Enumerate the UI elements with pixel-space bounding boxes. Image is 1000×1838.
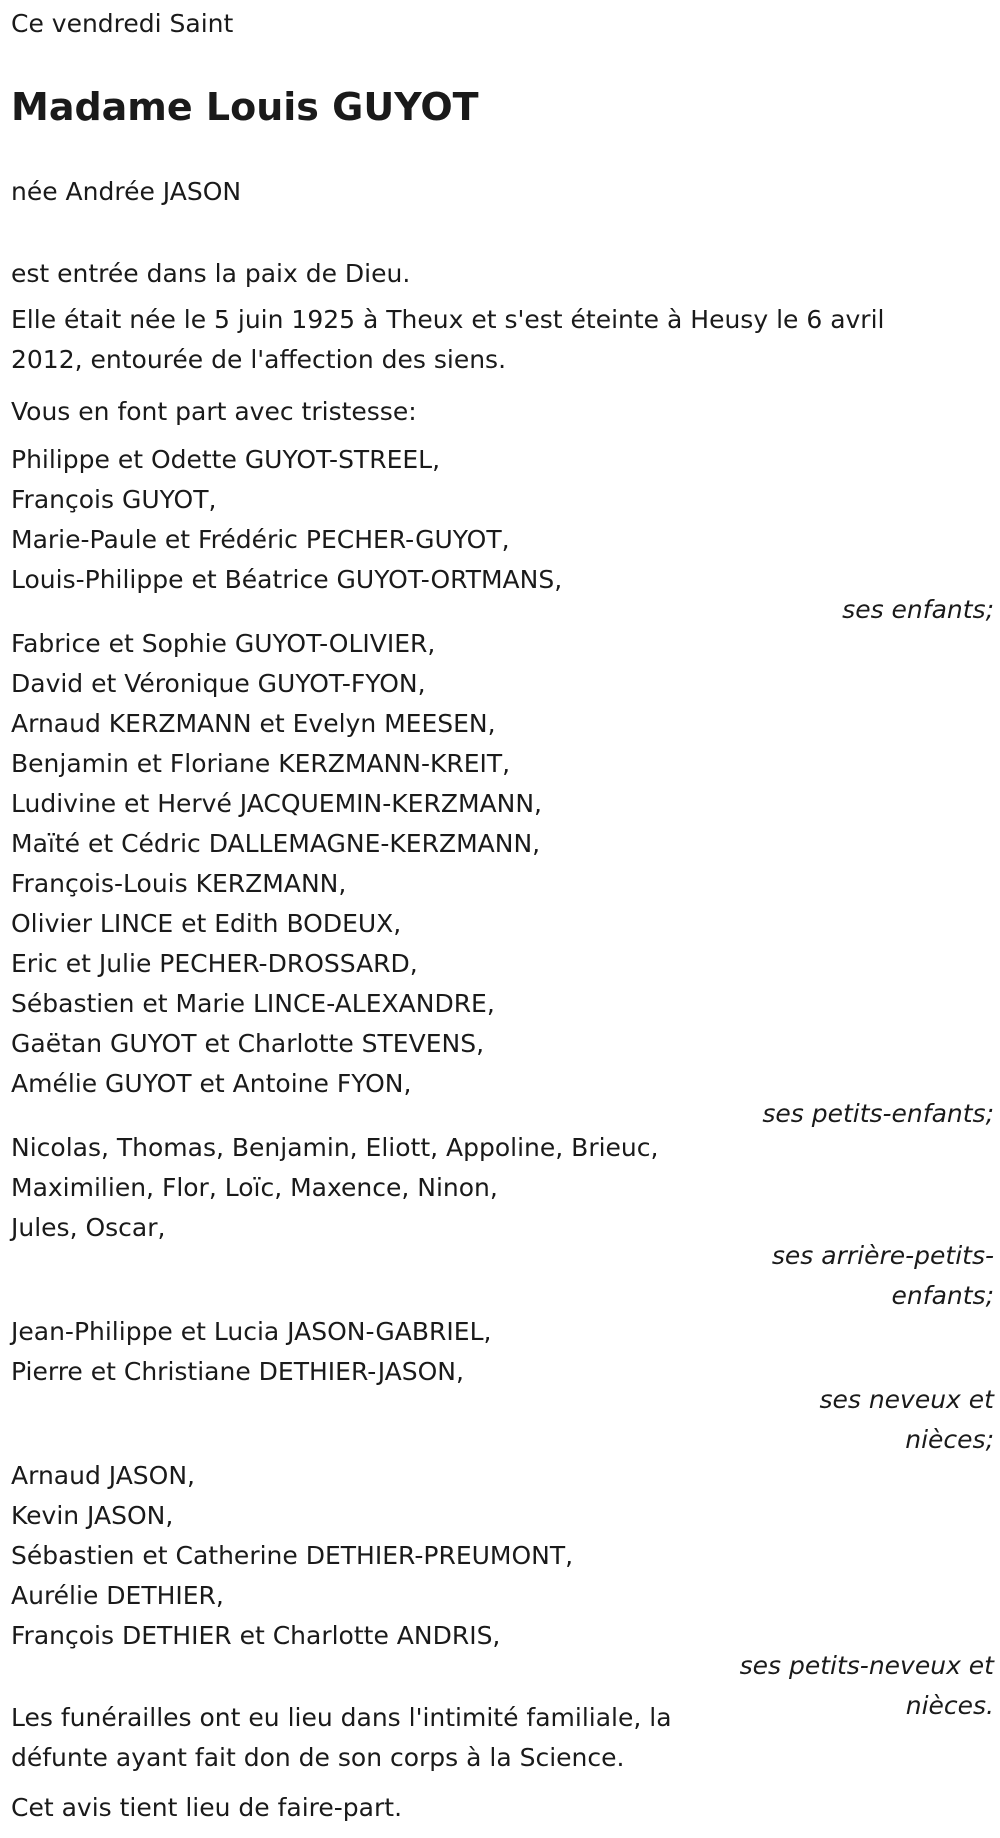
relationship-label: ses enfants; <box>842 595 994 624</box>
family-name: Nicolas, Thomas, Benjamin, Eliott, Appoline, Brieuc, <box>11 1133 659 1162</box>
family-name: Maïté et Cédric DALLEMAGNE-KERZMANN, <box>11 829 541 858</box>
peace-text: est entrée dans la paix de Dieu. <box>11 259 411 288</box>
family-name: Benjamin et Floriane KERZMANN-KREIT, <box>11 749 511 778</box>
family-name: Arnaud JASON, <box>11 1461 195 1490</box>
family-name: David et Véronique GUYOT-FYON, <box>11 669 426 698</box>
maiden-name: née Andrée JASON <box>11 177 242 206</box>
family-name: Gaëtan GUYOT et Charlotte STEVENS, <box>11 1029 485 1058</box>
intro-text: Ce vendredi Saint <box>11 9 234 38</box>
family-name: Sébastien et Marie LINCE-ALEXANDRE, <box>11 989 495 1018</box>
relationship-label: ses petits-neveux et <box>739 1651 994 1680</box>
family-name: Eric et Julie PECHER-DROSSARD, <box>11 949 418 978</box>
family-name: Amélie GUYOT et Antoine FYON, <box>11 1069 412 1098</box>
birth-death-line-1: Elle était née le 5 juin 1925 à Theux et s'est éteinte à Heusy le 6 avril <box>11 305 885 334</box>
family-name: Olivier LINCE et Edith BODEUX, <box>11 909 402 938</box>
family-name: Fabrice et Sophie GUYOT-OLIVIER, <box>11 629 436 658</box>
family-name: François GUYOT, <box>11 485 217 514</box>
family-name: Louis-Philippe et Béatrice GUYOT-ORTMANS, <box>11 565 563 594</box>
family-name: Sébastien et Catherine DETHIER-PREUMONT, <box>11 1541 574 1570</box>
relationship-label: ses petits-enfants; <box>762 1099 994 1128</box>
family-name: Jules, Oscar, <box>11 1213 166 1242</box>
funeral-text-line-1: Les funérailles ont eu lieu dans l'intimité familiale, la <box>11 1703 672 1732</box>
birth-death-line-2: 2012, entourée de l'affection des siens. <box>11 345 507 374</box>
relationship-label: ses neveux et <box>819 1385 994 1414</box>
relationship-label: enfants; <box>891 1281 994 1310</box>
relationship-label: nièces. <box>905 1691 994 1720</box>
notice-text: Cet avis tient lieu de faire-part. <box>11 1793 403 1822</box>
funeral-text-line-2: défunte ayant fait don de son corps à la Science. <box>11 1743 625 1772</box>
family-name: Philippe et Odette GUYOT-STREEL, <box>11 445 441 474</box>
relationship-label: nièces; <box>905 1425 994 1454</box>
family-name: Pierre et Christiane DETHIER-JASON, <box>11 1357 464 1386</box>
family-name: Arnaud KERZMANN et Evelyn MEESEN, <box>11 709 496 738</box>
relationship-label: ses arrière-petits- <box>771 1241 994 1270</box>
family-name: Maximilien, Flor, Loïc, Maxence, Ninon, <box>11 1173 498 1202</box>
family-name: Kevin JASON, <box>11 1501 174 1530</box>
family-name: François DETHIER et Charlotte ANDRIS, <box>11 1621 501 1650</box>
family-name: Aurélie DETHIER, <box>11 1581 224 1610</box>
family-name: Marie-Paule et Frédéric PECHER-GUYOT, <box>11 525 510 554</box>
announcement-text: Vous en font part avec tristesse: <box>11 397 417 426</box>
family-name: François-Louis KERZMANN, <box>11 869 347 898</box>
family-name: Jean-Philippe et Lucia JASON-GABRIEL, <box>11 1317 492 1346</box>
deceased-name: Madame Louis GUYOT <box>11 85 479 129</box>
family-name: Ludivine et Hervé JACQUEMIN-KERZMANN, <box>11 789 542 818</box>
